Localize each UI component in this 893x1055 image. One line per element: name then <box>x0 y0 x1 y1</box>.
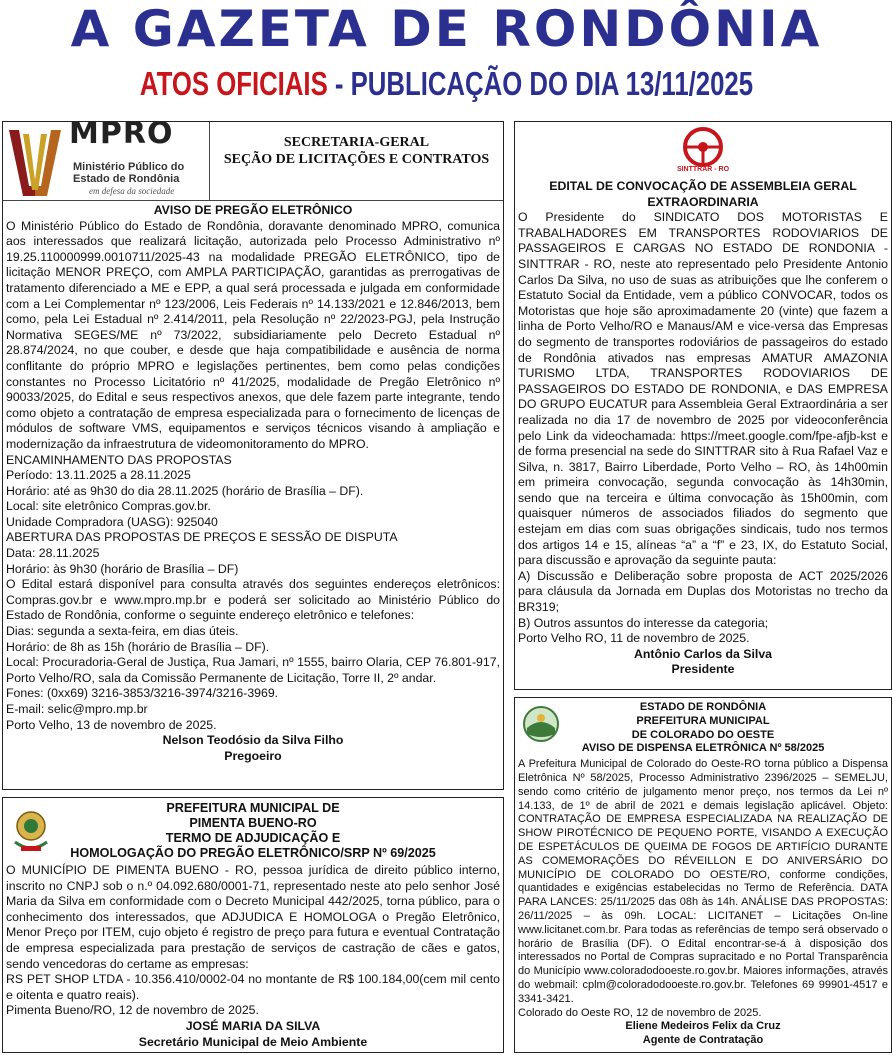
mpro-edital: O Edital estará disponível para consulta através dos seguintes endereços eletrônicos: Compras.gov.br e www.mpro.mp.br e poderá ser solicitado ao Ministério Público do Estado de Rondônia, conforme o seguinte endereço eletrônico e telefones: <box>6 577 500 623</box>
mpro-line: ABERTURA DAS PROPOSTAS DE PREÇOS E SESSÃO DE DISPUTA <box>6 530 398 545</box>
mpro-logo <box>3 122 210 200</box>
colorado-signer: Eliene Medeiros Felix da Cruz <box>625 1020 781 1033</box>
sinttrar-notice <box>514 121 892 690</box>
sinttrar-role: Presidente <box>671 662 735 677</box>
sinttrar-signer: Antônio Carlos da Silva <box>633 646 773 661</box>
mpro-line: Dias: segunda a sexta-feira, em dias úteis. <box>6 624 239 639</box>
sinttrar-title-1: EDITAL DE CONVOCAÇÃO DE ASSEMBLEIA GERAL <box>549 179 857 193</box>
publication-date-label: PUBLICAÇÃO DO DIA 13/11/2025 <box>350 65 754 102</box>
pimenta-date: Pimenta Bueno/RO, 12 de novembro de 2025. <box>6 1003 259 1018</box>
mpro-role: Pregoeiro <box>224 748 282 763</box>
colorado-heading-1: ESTADO DE RONDÔNIA <box>639 701 767 713</box>
pimenta-body: O MUNICÍPIO DE PIMENTA BUENO - RO, pessoa jurídica de direito público interno, inscrito no CNPJ sob o n.º 04.092.680/0001-71, representado neste ato pelo senhor José Maria da Silva em conformidade com o Decreto Municipal 442/2025, torna público, para o conhecimento dos interessados, que ADJUDICA E HOMOLOGA o Pregão Eletrônico, Menor Preço por ITEM, cujo objeto é registro de preço para futura e eventual Contratação de empresa especializada para prestação de serviços de castração de cães e gatos, sendo vencedoras do certame as empresas: <box>6 863 500 971</box>
mpro-line: Período: 13.11.2025 a 28.11.2025 <box>6 468 191 483</box>
mpro-section <box>210 122 503 200</box>
pimenta-heading-1: PREFEITURA MUNICIPAL DE <box>166 801 340 815</box>
mpro-line: ENCAMINHAMENTO DAS PROPOSTAS <box>6 452 232 467</box>
mpro-logo-sub1: Ministério Público do <box>73 161 185 173</box>
atos-oficiais-label: ATOS OFICIAIS <box>139 65 328 102</box>
sinttrar-date: Porto Velho RO, 11 de novembro de 2025. <box>518 631 750 646</box>
sinttrar-agenda-a: A) Discussão e Deliberação sobre proposta de ACT 2025/2026 para cláusula da Jornada em Duplas dos Motoristas no trecho da BR319; <box>518 568 888 615</box>
publication-header <box>98 64 795 104</box>
mpro-line: Fones: (0xx69) 3216-3853/3216-3974/3216-3969. <box>6 686 279 701</box>
mpro-notice <box>2 121 504 790</box>
mpro-section-line1: SECRETARIA-GERAL <box>283 135 430 150</box>
colorado-municipal-emblem-icon <box>521 704 561 744</box>
mpro-line: Porto Velho, 13 de novembro de 2025. <box>6 717 217 732</box>
colorado-role: Agente de Contratação <box>642 1034 764 1047</box>
pimenta-bueno-notice <box>2 797 504 1053</box>
mpro-line: E-mail: selic@mpro.mp.br <box>6 702 148 716</box>
colorado-notice <box>514 697 892 1053</box>
pimenta-signer: JOSÉ MARIA DA SILVA <box>185 1018 321 1033</box>
mpro-line: Horário: às 9h30 (horário de Brasília – DF) <box>6 561 239 576</box>
pimenta-heading-2: PIMENTA BUENO-RO <box>189 816 317 830</box>
mpro-logo-tagline: em defesa da sociedade <box>89 186 175 196</box>
colorado-heading-4: AVISO DE DISPENSA ELETRÔNICA Nº 58/2025 <box>581 742 825 755</box>
pimenta-heading-3: TERMO DE ADJUDICAÇÃO E <box>165 831 341 845</box>
newspaper-title: A GAZETA DE RONDÔNIA <box>70 0 823 58</box>
colorado-heading-3: DE COLORADO DO OESTE <box>631 728 775 741</box>
mpro-title: AVISO DE PREGÃO ELETRÔNICO <box>153 203 353 217</box>
mpro-emblem-icon <box>5 124 65 198</box>
mpro-line: Unidade Compradora (UASG): 925040 <box>6 514 218 529</box>
sinttrar-logo-text: SINTTRAR - RO <box>676 166 730 173</box>
mpro-line: Horário: até as 9h30 do dia 28.11.2025 (horário de Brasília – DF). <box>6 483 364 498</box>
mpro-logo-sub2: Estado de Rondônia <box>73 173 180 185</box>
mpro-local: Local: Procuradoria-Geral de Justiça, Rua Jamari, nº 1555, bairro Olaria, CEP 76.801-917, Porto Velho/RO, sala da Comissão Permanente de Licitação, Torre II, 2º andar. <box>6 655 500 685</box>
mpro-signer: Nelson Teodósio da Silva Filho <box>162 733 344 748</box>
sinttrar-body: O Presidente do SINDICATO DOS MOTORISTAS E TRABALHADORES EM TRANSPORTES RODOVIARIOS DE PASSAGEIROS E CARGAS NO ESTADO DE RONDONIA - SINTTRAR - RO, neste ato representado pelo Presidente Antonio Carlos Da Silva, no uso de suas as atribuições que lhe conferem o Estatuto Social da Entidade, vem a público CONVOCAR, todos os Motoristas que hoje são aproximadamente 20 (vinte) que fazem a linha de Porto Velho/RO e Manaus/AM e vice-versa das Empresas do segmento de transportes rodoviários de passageiros do estado de Rondônia ativados nas empresas AMATUR AMAZONIA TURISMO LTDA, TRANSPORTES RODOVIARIOS DE PASSAGEIROS DO ESTADO DE RONDONIA, e DAS EMPRESA DO GRUPO EUCATUR para Assembleia Geral Extraordinária a ser realizada no dia 17 de novembro de 2025 por videoconferência pelo Link da videochamada: https://meet.google.com/fpe-afjb-kst e de forma presencial na sede do SINTTRAR sito à Rua Rafael Vaz e Silva, n. 3817, Bairro Liberdade, Porto Velho – RO, às 14h00min em primeira convocação, segunda convocação às 14h30min, sendo que na terceira e última convocação às 15h00min, com quaisquer números de associados filiados do segmento que estejam em dias com suas obrigações sindicais, tudo nos termos dos artigos 14 e 15, alíneas “a” a “f” e 23, IX, do Estatuto Social, para discussão e aprovação da seguinte pauta: <box>518 210 888 568</box>
colorado-body: A Prefeitura Municipal de Colorado do Oeste-RO torna público a Dispensa Eletrônica Nº 58/2025, Processo Administrativo 2396/2025 – SEMELJU, sendo como critério de julgamento menor preço, nos termos da Lei nº 14.133, de 1º de abril de 2021 e demais legislação aplicável. Objeto: CONTRATAÇÃO DE EMPRESA ESPECIALIZADA NA REALIZAÇÃO DE SHOW PIROTÉCNICO DE PEQUENO PORTE, VISANDO A EXECUÇÃO DE ESPETÁCULOS DE QUEIMA DE FOGOS DE ARTIFÍCIO DURANTE AS COMEMORAÇÕES DO RÉVEILLON E DO ANIVERSÁRIO DO MUNICÍPIO DE COLORADO DO OESTE/RO, conforme condições, quantidades e exigências estabelecidas no Termo de Referência. DATA PARA LANCES: 25/11/2025 das 08h às 14h. ANÁLISE DAS PROPOSTAS: 26/11/2025 – às 09h. LOCAL: LICITANET – Licitações On-line www.licitanet.com.br. Para todas as referências de tempo será observado o horário de Brasília (DF). O Edital encontrar-se-á à disposição dos interessados no Portal de Compras supracitado e no Portal Transparência do Município www.coloradodooeste.ro.gov.br. Maiores informações, através do webmail: cplm@coloradodooeste.ro.gov.br. Telefones 69 99901-4517 e 3341-3421. <box>518 758 888 1005</box>
mpro-header <box>3 122 503 201</box>
colorado-date: Colorado do Oeste RO, 12 de novembro de 2025. <box>518 1006 762 1019</box>
mpro-logo-text: MPRO <box>69 121 174 151</box>
mpro-line: Local: site eletrônico Compras.gov.br. <box>6 499 211 514</box>
mpro-section-line2: SEÇÃO DE LICITAÇÕES E CONTRATOS <box>223 152 490 167</box>
colorado-heading-2: PREFEITURA MUNICIPAL <box>636 714 770 727</box>
header-separator: - <box>327 65 351 102</box>
pimenta-bueno-coat-of-arms-icon <box>9 806 53 856</box>
pimenta-winner: RS PET SHOP LTDA - 10.356.410/0002-04 no montante de R$ 100.184,00(cem mil cento e oitenta e quatro reais). <box>6 972 500 1002</box>
mpro-line: Horário: de 8h as 15h (horário de Brasília – DF). <box>6 639 270 654</box>
sinttrar-agenda-b: B) Outros assuntos do interesse da categoria; <box>518 615 769 630</box>
pimenta-role: Secretário Municipal de Meio Ambiente <box>138 1034 368 1049</box>
mpro-body: O Ministério Público do Estado de Rondônia, doravante denominado MPRO, comunica aos interessados que realizará licitação, autorizada pelo Processo Administrativo nº 19.25.110000999.0010711/2025-43 na modalidade PREGÃO ELETRÔNICO, tipo de licitação MENOR PREÇO, com AMPLA PARTICIPAÇÃO, garantidas as prerrogativas de tratamento diferenciado a ME e EPP, a qual será processada e julgada em conformidade com a Lei Complementar nº 123/2006, Leis Federais nº 14.133/2021 e 12.846/2013, bem como, pela Lei Estadual nº 2.414/2011, pela Resolução nº 22/2023-PGJ, pela Instrução Normativa SEGES/ME nº 73/2022, subsidiariamente pelo Decreto Estadual nº 28.874/2024, no que couber, e desde que haja compatibilidade e ausência de norma conflitante do próprio MPRO e legislações pertinentes, bem como pelas condições constantes no Processo Licitatório nº 41/2025, modalidade de Pregão Eletrônico nº 90033/2025, do Edital e seus respectivos anexos, que dele fazem parte integrante, tendo como objeto a contratação de empresa especializada para o fornecimento de licenças de módulos de software VMS, equipamentos e serviços técnicos visando à ampliação e modernização da infraestrutura de videomonitoramento do MPRO. <box>6 218 500 451</box>
pimenta-heading-4: HOMOLOGAÇÃO DO PREGÃO ELETRÔNICO/SRP Nº 69/2025 <box>70 846 436 860</box>
sinttrar-title-2: EXTRAORDINARIA <box>647 194 759 209</box>
mpro-line: Data: 28.11.2025 <box>6 546 100 561</box>
